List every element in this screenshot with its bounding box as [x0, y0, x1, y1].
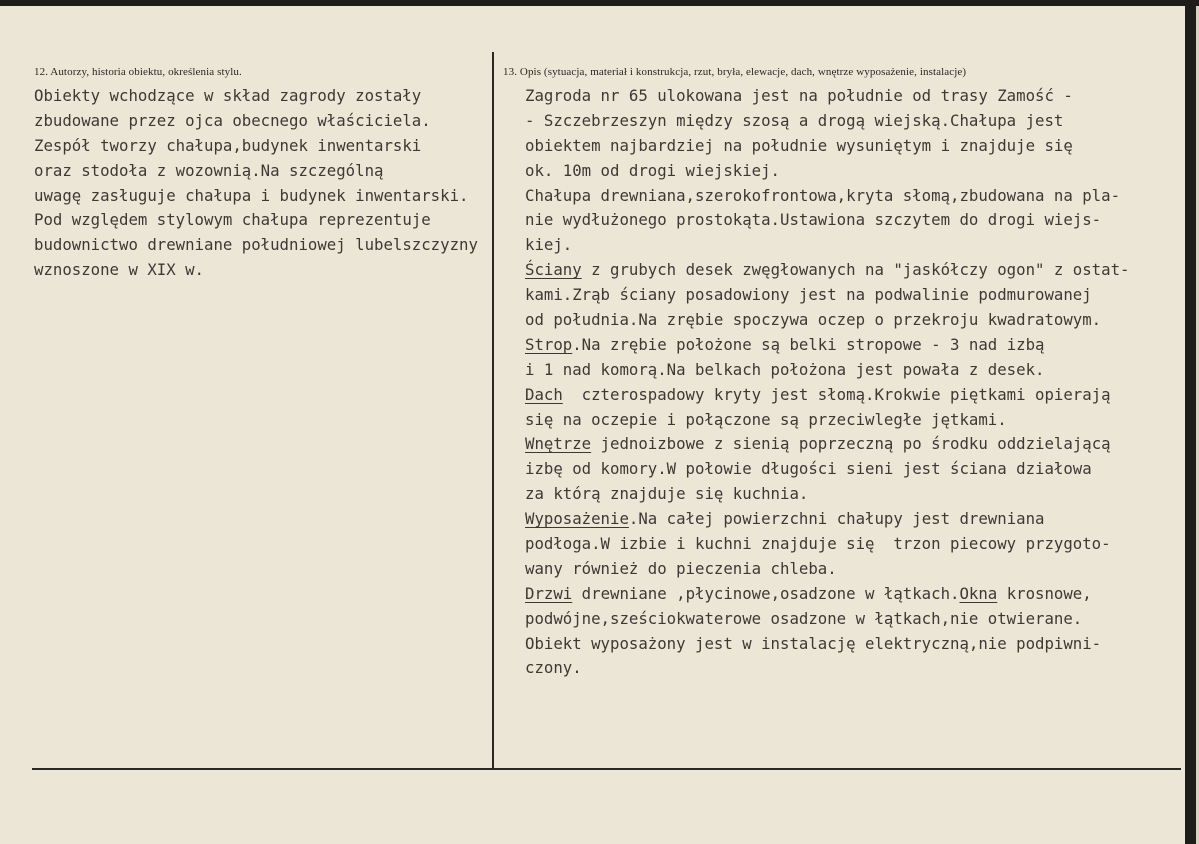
text-line: oraz stodoła z wozownią.Na szczególną	[34, 160, 384, 180]
column-divider	[492, 52, 494, 770]
text-line	[525, 383, 1129, 408]
text-run: i 1 nad komorą.Na belkach położona jest powała z desek.	[525, 359, 1045, 379]
text-line	[525, 208, 1129, 233]
keyword-label: Dach	[525, 384, 563, 404]
text-run: jednoizbowe z sienią poprzeczną po środku oddzielającą	[591, 434, 1111, 454]
text-run: Zagroda nr 65 ulokowana jest na południe od trasy Zamość -	[525, 86, 1073, 105]
text-run: za którą znajduje się kuchnia.	[525, 484, 809, 504]
text-run: ok. 10m od drogi wiejskiej.	[525, 160, 781, 180]
keyword-label: Wyposażenie	[525, 509, 629, 529]
text-line	[525, 308, 1129, 333]
text-line: wznoszone w XIX w.	[34, 260, 205, 280]
section-13-text	[525, 84, 1129, 681]
text-run: nie wydłużonego prostokąta.Ustawiona szczytem do drogi wiejs-	[525, 210, 1102, 230]
text-run: Chałupa drewniana,szerokofrontowa,kryta słomą,zbudowana na pla-	[525, 185, 1121, 205]
text-run: się na oczepie i połączone są przeciwległe jętkami.	[525, 409, 1007, 429]
text-line	[525, 134, 1129, 159]
text-line	[525, 283, 1129, 308]
text-line	[525, 557, 1129, 582]
text-line	[525, 482, 1129, 507]
text-line	[525, 233, 1129, 258]
text-line	[525, 432, 1129, 457]
text-run: wany również do pieczenia chleba.	[525, 558, 837, 578]
text-line	[525, 358, 1129, 383]
text-run: podłoga.W izbie i kuchni znajduje się trzon piecowy przygoto-	[525, 534, 1111, 554]
text-run: - Szczebrzeszyn między szosą a drogą wiejską.Chałupa jest	[525, 110, 1064, 130]
keyword-label: Wnętrze	[525, 434, 592, 454]
text-run: krosnowe,	[997, 583, 1092, 603]
text-run: czterospadowy kryty jest słomą.Krokwie piętkami opierają	[562, 384, 1111, 404]
text-run: od południa.Na zrębie spoczywa oczep o przekroju kwadratowym.	[525, 310, 1102, 330]
text-line	[525, 159, 1129, 184]
text-line	[525, 656, 1129, 681]
section-12-heading: 12. Autorzy, historia obiektu, określenia stylu.	[34, 66, 242, 78]
text-line	[525, 84, 1129, 109]
text-line: Zespół tworzy chałupa,budynek inwentarski	[34, 135, 422, 155]
text-run: .Na zrębie położone są belki stropowe - 3 nad izbą	[572, 334, 1045, 354]
text-run: kiej.	[525, 235, 573, 255]
section-13-heading: 13. Opis (sytuacja, materiał i konstrukcja, rzut, bryła, elewacje, dach, wnętrze wyposażenie, instalacje)	[503, 66, 967, 78]
text-run: kami.Zrąb ściany posadowiony jest na podwalinie podmurowanej	[525, 285, 1092, 305]
text-line: Pod względem stylowym chałupa reprezentuje	[34, 210, 431, 230]
text-line	[525, 607, 1129, 632]
text-run: podwójne,sześciokwaterowe osadzone w łątkach,nie otwierane.	[525, 608, 1083, 628]
text-line	[525, 258, 1129, 283]
text-line: uwagę zasługuje chałupa i budynek inwentarski.	[34, 185, 469, 205]
text-line: zbudowane przez ojca obecnego właściciela.	[34, 110, 431, 130]
text-run: czony.	[525, 658, 582, 678]
text-run: .Na całej powierzchni chałupy jest drewniana	[628, 509, 1045, 529]
text-line	[525, 632, 1129, 657]
text-line	[525, 532, 1129, 557]
keyword-label: Strop	[525, 334, 573, 354]
text-line	[525, 184, 1129, 209]
text-run: drewniane ,płycinowe,osadzone w łątkach.	[572, 583, 960, 603]
text-line: budownictwo drewniane południowej lubelszczyzny	[34, 235, 478, 255]
text-line	[525, 507, 1129, 532]
text-line	[525, 457, 1129, 482]
text-line: Obiekty wchodzące w skład zagrody zostały	[34, 86, 422, 105]
text-run: z grubych desek zwęgłowanych na "jaskółczy ogon" z ostat-	[581, 260, 1130, 280]
text-run: izbę od komory.W połowie długości sieni jest ściana działowa	[525, 459, 1092, 479]
text-line	[525, 333, 1129, 358]
text-run: obiektem najbardziej na południe wysuniętym i znajduje się	[525, 135, 1073, 155]
text-line	[525, 109, 1129, 134]
text-line	[525, 582, 1129, 607]
keyword-label: Drzwi	[525, 583, 573, 603]
text-run: Obiekt wyposażony jest w instalację elektryczną,nie podpiwni-	[525, 633, 1102, 653]
text-line	[525, 408, 1129, 433]
bottom-rule	[32, 768, 1181, 770]
keyword-label: Ściany	[525, 260, 582, 280]
section-12-text	[34, 84, 478, 283]
keyword-label: Okna	[959, 583, 998, 603]
